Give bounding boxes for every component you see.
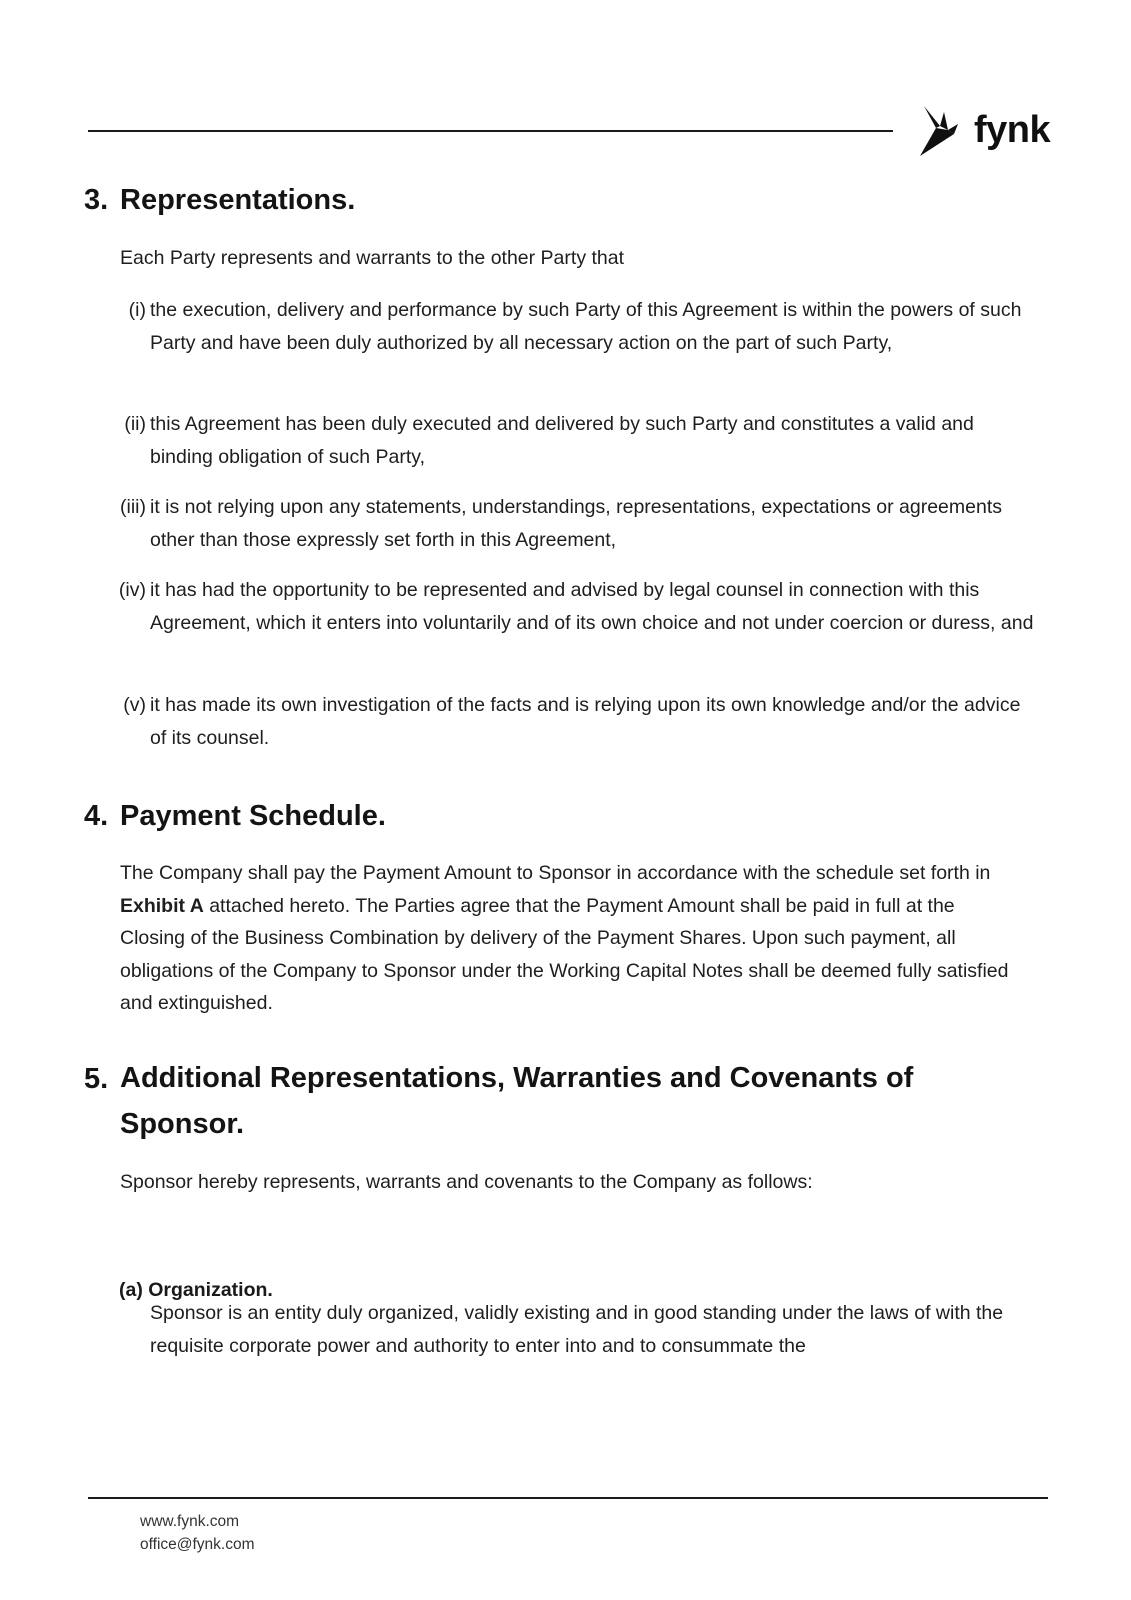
list-item-label: (iii) (120, 496, 146, 518)
list-item-text: it is not relying upon any statements, understandings, representations, expectations or agreements other than those expressly set forth in this Agreement, (150, 496, 1002, 551)
list-item-text: it has made its own investigation of the facts and is relying upon its own knowledge and/or the advice of its counsel. (150, 694, 1021, 749)
header-rule (88, 130, 893, 132)
logo-wordmark: fynk (974, 109, 1051, 151)
footer-website: www.fynk.com (140, 1513, 240, 1530)
list-item-label: (iv) (118, 579, 146, 601)
section-4-body-text: The Company shall pay the Payment Amount to Sponsor in accordance with the schedule set forth in (120, 862, 991, 884)
bird-icon (918, 104, 970, 160)
list-item-label: (v) (123, 694, 146, 716)
footer-email: office@fynk.com (140, 1536, 255, 1553)
section-title: Representations. (120, 184, 356, 216)
list-item-label: (ii) (124, 413, 146, 435)
subsection-heading: (a) Organization. (119, 1279, 273, 1301)
section-number: 3. (84, 184, 109, 216)
fynk-logo (918, 104, 1050, 160)
list-item-label: (i) (128, 299, 146, 321)
section-title: Additional Representations, Warranties and Covenants of Sponsor. (120, 1062, 914, 1140)
subsection-text: Sponsor is an entity duly organized, validly existing and in good standing under the laws of with the requisite corporate power and authority to enter into and to consummate the (150, 1302, 1004, 1357)
section-4-body (120, 857, 1025, 1020)
section-title: Payment Schedule. (120, 800, 386, 832)
footer-rule (88, 1497, 1048, 1499)
section-5-intro: Sponsor hereby represents, warrants and covenants to the Company as follows: (120, 1171, 813, 1193)
section-4-body-text-cont: attached hereto. The Parties agree that the Payment Amount shall be paid in full at the Closing of the Business Combination by delivery of the Payment Shares. Upon such payment, all obligations of the Company to Sponsor under the Working Capital Notes shall be deemed fully satisfied and extinguished. (120, 894, 1009, 1014)
list-item-text: it has had the opportunity to be represented and advised by legal counsel in connection with this Agreement, which it enters into voluntarily and of its own choice and not under coercion or duress, and (150, 579, 1034, 634)
list-item-text: the execution, delivery and performance by such Party of this Agreement is within the powers of such Party and have been duly authorized by all necessary action on the part of such Party, (150, 299, 1022, 354)
section-number: 4. (84, 800, 109, 832)
exhibit-reference: Exhibit A (120, 894, 204, 917)
section-3-intro: Each Party represents and warrants to the other Party that (120, 247, 625, 269)
section-number: 5. (84, 1063, 109, 1095)
list-item-text: this Agreement has been duly executed and delivered by such Party and constitutes a valid and binding obligation of such Party, (150, 413, 974, 468)
